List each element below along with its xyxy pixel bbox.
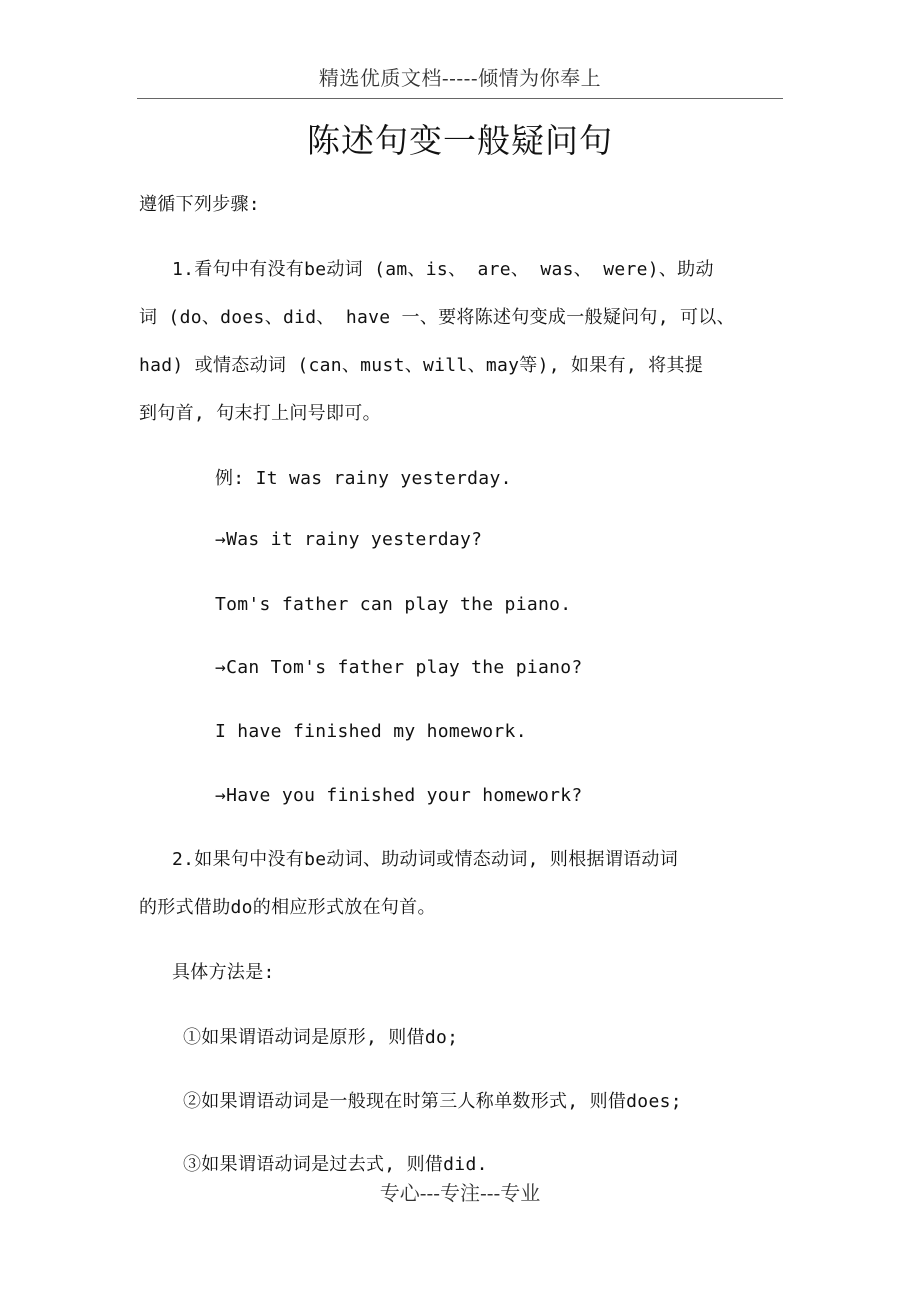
method-label: 具体方法是: bbox=[172, 962, 275, 983]
intro-text: 遵循下列步骤: bbox=[139, 194, 260, 215]
example-line: →Was it rainy yesterday? bbox=[215, 529, 483, 550]
step1-line-2: 词 (do、does、did、 have 一、要将陈述句变成一般疑问句, 可以、 bbox=[139, 307, 735, 328]
header-divider bbox=[137, 98, 783, 99]
example-line: I have finished my homework. bbox=[215, 721, 527, 742]
document-title: 陈述句变一般疑问句 bbox=[307, 121, 613, 160]
page-header: 精选优质文档-----倾情为你奉上 bbox=[318, 66, 602, 90]
step2-line-2: 的形式借助do的相应形式放在句首。 bbox=[139, 897, 436, 918]
page-footer: 专心---专注---专业 bbox=[379, 1181, 541, 1205]
method-item: ②如果谓语动词是一般现在时第三人称单数形式, 则借does; bbox=[183, 1091, 682, 1112]
step1-line-3: had) 或情态动词 (can、must、will、may等), 如果有, 将其提 bbox=[139, 355, 704, 376]
step2-line-1: 2.如果句中没有be动词、助动词或情态动词, 则根据谓语动词 bbox=[172, 849, 679, 870]
step1-line-1: 1.看句中有没有be动词 (am、is、 are、 was、 were)、助动 bbox=[172, 259, 714, 280]
example-line: →Can Tom's father play the piano? bbox=[215, 657, 583, 678]
example-line: 例: It was rainy yesterday. bbox=[215, 468, 512, 489]
example-line: Tom's father can play the piano. bbox=[215, 594, 572, 615]
method-item: ①如果谓语动词是原形, 则借do; bbox=[183, 1027, 459, 1048]
method-item: ③如果谓语动词是过去式, 则借did. bbox=[183, 1154, 488, 1175]
step1-line-4: 到句首, 句末打上问号即可。 bbox=[139, 403, 381, 424]
example-line: →Have you finished your homework? bbox=[215, 785, 583, 806]
